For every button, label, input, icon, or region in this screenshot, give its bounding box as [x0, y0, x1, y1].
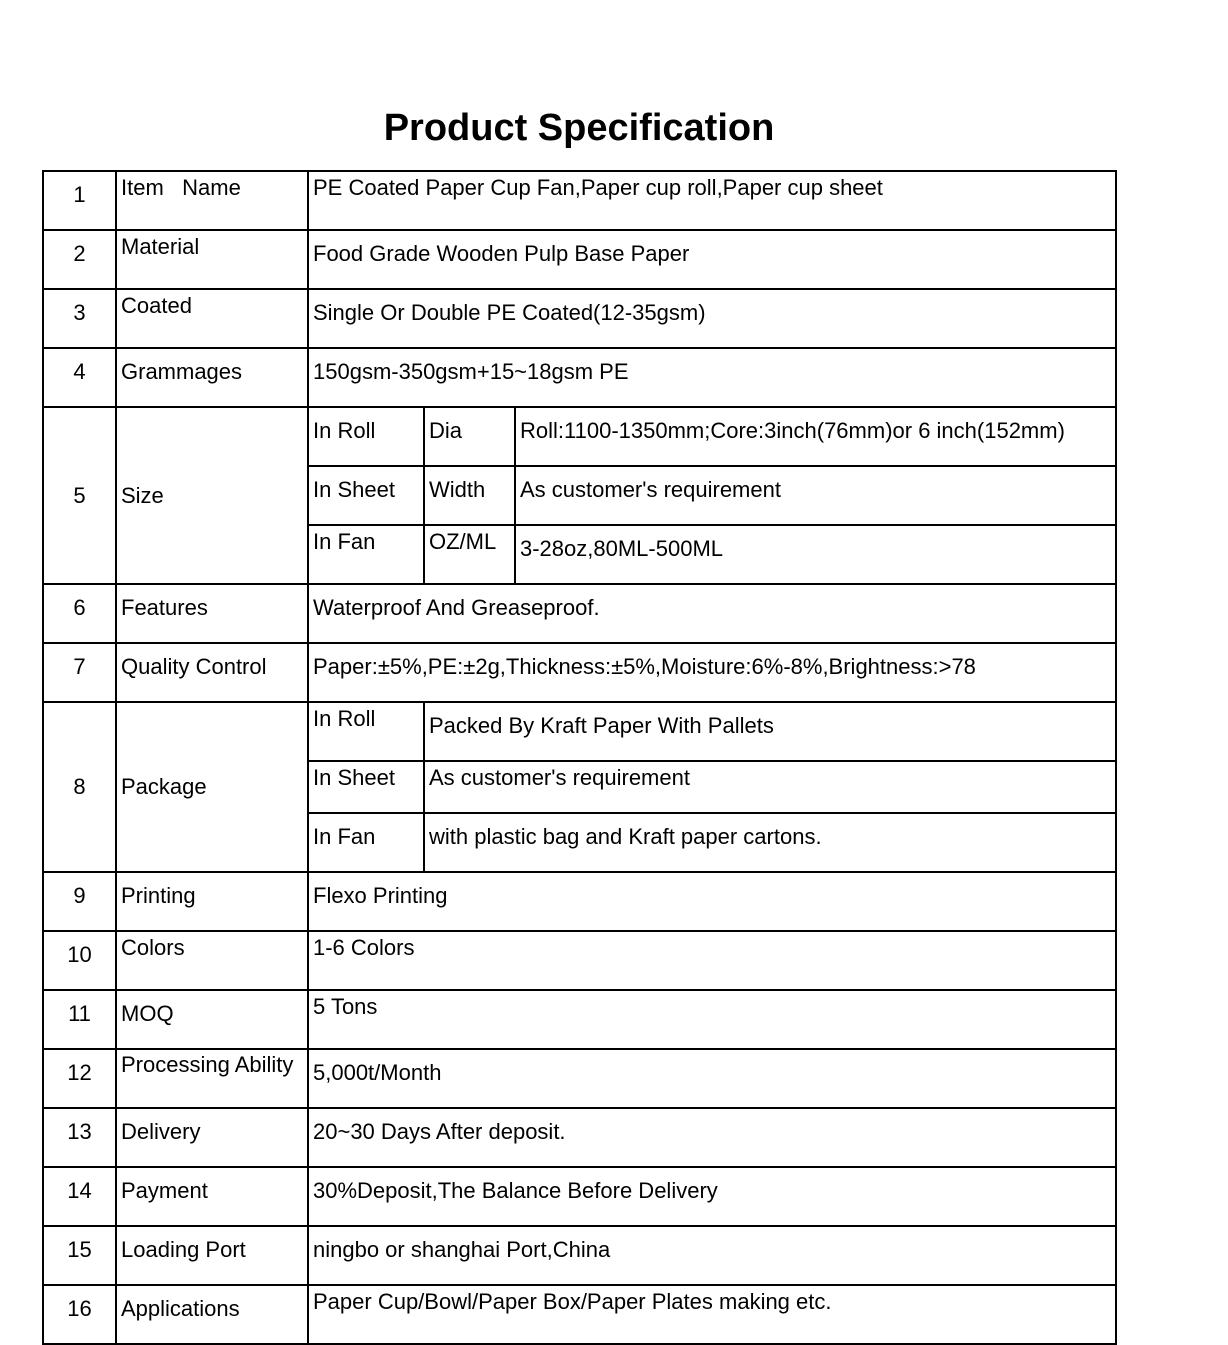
- sub-type: In Roll: [308, 702, 424, 761]
- spec-label: Colors: [116, 931, 308, 990]
- spec-label: Payment: [116, 1167, 308, 1226]
- sub-type: In Sheet: [308, 466, 424, 525]
- sub-type: In Fan: [308, 813, 424, 872]
- sub-type: In Sheet: [308, 761, 424, 813]
- table-row: [43, 584, 1116, 643]
- sub-dimension: Dia: [424, 407, 515, 466]
- row-number: 4: [43, 348, 116, 407]
- spec-label: Material: [116, 230, 308, 289]
- spec-value: Flexo Printing: [308, 872, 1116, 931]
- row-number: 9: [43, 872, 116, 931]
- page-title: Product Specification: [383, 107, 775, 149]
- sub-value: with plastic bag and Kraft paper cartons.: [424, 813, 1116, 872]
- table-row: [43, 702, 1116, 761]
- row-number: 10: [43, 931, 116, 990]
- sub-value: As customer's requirement: [515, 466, 1116, 525]
- spec-value: 150gsm-350gsm+15~18gsm PE: [308, 348, 1116, 407]
- row-number: 16: [43, 1285, 116, 1344]
- row-number: 12: [43, 1049, 116, 1108]
- spec-value: PE Coated Paper Cup Fan,Paper cup roll,Paper cup sheet: [308, 171, 1116, 230]
- table-row: [43, 407, 1116, 466]
- table-row: [43, 1285, 1116, 1344]
- row-number: 5: [43, 407, 116, 584]
- spec-label: Printing: [116, 872, 308, 931]
- row-number: 3: [43, 289, 116, 348]
- spec-label-text: Processing Ability: [121, 1052, 294, 1077]
- spec-value: ningbo or shanghai Port,China: [308, 1226, 1116, 1285]
- spec-label: Item Name: [116, 171, 308, 230]
- sub-value: As customer's requirement: [424, 761, 1116, 813]
- table-row: [43, 643, 1116, 702]
- spec-label: Package: [116, 702, 308, 872]
- sub-type: In Roll: [308, 407, 424, 466]
- table-row: [43, 1226, 1116, 1285]
- table-row: [43, 1167, 1116, 1226]
- table-row: [43, 1108, 1116, 1167]
- table-row: [43, 289, 1116, 348]
- sub-value: 3-28oz,80ML-500ML: [515, 525, 1116, 584]
- spec-value: Food Grade Wooden Pulp Base Paper: [308, 230, 1116, 289]
- sub-value: Packed By Kraft Paper With Pallets: [424, 702, 1116, 761]
- sub-value: Roll:1100-1350mm;Core:3inch(76mm)or 6 inch(152mm): [515, 407, 1116, 466]
- row-number: 6: [43, 584, 116, 643]
- specification-table: [42, 170, 1117, 1345]
- sub-type: In Fan: [308, 525, 424, 584]
- spec-value: Single Or Double PE Coated(12-35gsm): [308, 289, 1116, 348]
- spec-label: Applications: [116, 1285, 308, 1344]
- table-row: [43, 872, 1116, 931]
- table-row: [43, 171, 1116, 230]
- spec-label: Loading Port: [116, 1226, 308, 1285]
- sub-dimension: OZ/ML: [424, 525, 515, 584]
- row-number: 11: [43, 990, 116, 1049]
- row-number: 15: [43, 1226, 116, 1285]
- spec-value: 1-6 Colors: [308, 931, 1116, 990]
- row-number: 7: [43, 643, 116, 702]
- spec-value: 5,000t/Month: [308, 1049, 1116, 1108]
- row-number: 8: [43, 702, 116, 872]
- spec-label: [116, 1049, 308, 1108]
- row-number: 14: [43, 1167, 116, 1226]
- row-number: 13: [43, 1108, 116, 1167]
- spec-label: Quality Control: [116, 643, 308, 702]
- sub-dimension: Width: [424, 466, 515, 525]
- spec-label: Delivery: [116, 1108, 308, 1167]
- row-number: 1: [43, 171, 116, 230]
- spec-value: 30%Deposit,The Balance Before Delivery: [308, 1167, 1116, 1226]
- table-row: [43, 230, 1116, 289]
- table-row: [43, 990, 1116, 1049]
- spec-value: Paper:±5%,PE:±2g,Thickness:±5%,Moisture:6%-8%,Brightness:>78: [308, 643, 1116, 702]
- spec-value: Waterproof And Greaseproof.: [308, 584, 1116, 643]
- table-row: [43, 348, 1116, 407]
- spec-label: MOQ: [116, 990, 308, 1049]
- spec-label: Grammages: [116, 348, 308, 407]
- table-row: [43, 1049, 1116, 1108]
- spec-value: Paper Cup/Bowl/Paper Box/Paper Plates making etc.: [308, 1285, 1116, 1344]
- spec-value: 5 Tons: [308, 990, 1116, 1049]
- spec-label: Size: [116, 407, 308, 584]
- row-number: 2: [43, 230, 116, 289]
- spec-label: Coated: [116, 289, 308, 348]
- spec-label: Features: [116, 584, 308, 643]
- table-row: [43, 931, 1116, 990]
- spec-value: 20~30 Days After deposit.: [308, 1108, 1116, 1167]
